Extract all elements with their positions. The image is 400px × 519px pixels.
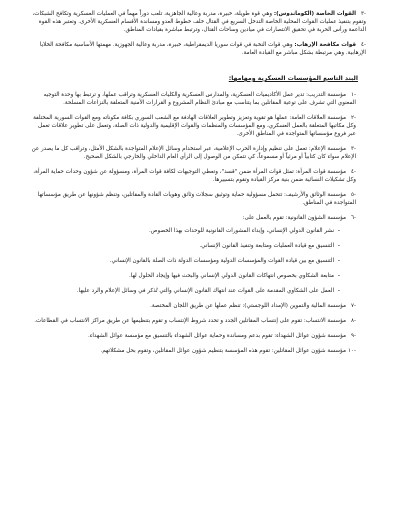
institution-item — [30, 191, 366, 207]
item-text: مؤسسة المالية والتموين (الإمداد اللوجستي): تنظم عملها عن طريق اللجان المختصة. — [150, 303, 346, 309]
bullet: ٠ — [337, 288, 341, 294]
subitem-text: التنسيق مع بين قيادة القوات والمؤسسات الدولية ومؤسسات الدولة ذات الصلة بالقانون الإنساني. — [109, 258, 334, 264]
item-text: مؤسسة شؤون عوائل الشهداء: تقوم بدعم ومساندة وحماية عوائل الشهداء بالتنسيق مع مؤسسة عوائل الشهداء. — [87, 333, 346, 339]
item-number: -٦ — [350, 215, 356, 221]
item-text: مؤسسة الانتساب: تقوم على إنتساب المقاتلين الجدد و تحدد شروط الإنتساب و تقوم بتنظيمها عن طريق مراكز الانتساب في القطاعات. — [34, 318, 346, 324]
item-number: -٧ — [350, 303, 356, 309]
item-text: مؤسسة العلاقات العامة: عملها هو تقوية وتعزيز وتطوير العلاقات الهادفة مع الشعب السوري بكافة مكوناته ومع القوات السورية المختلفة وكل مكاتبها المتعلقة بالعمل العسكري، ومع المؤسسات والمنظمات والقوات الإقليمية والدولية ذات الصلة، وتعمل على تطوير علاقات تعمل عبر فروع مؤسساتها المتواجدة في المناطق الأخرى. — [33, 115, 356, 137]
legal-subitem — [30, 272, 366, 280]
item-number: -٥ — [350, 192, 356, 198]
item-title: القوات الخاصة (الكوماندوس): — [273, 11, 356, 17]
institution-item — [30, 317, 366, 325]
legal-subitem — [30, 242, 366, 250]
item-number: -٢ — [350, 115, 356, 121]
item-title: قوات مكافحة الإرهاب: — [294, 42, 356, 48]
institution-item — [30, 302, 366, 310]
institution-item — [30, 114, 366, 138]
item-number: -٣ — [350, 146, 356, 152]
item-text: مؤسسة التدريب: تدير عمل الأكاديميات العسكرية، والمدارس العسكرية والكليات العسكرية وتراقب عملها، و ترتبط بها وحدة التوجيه المعنوي التي تشرف على توعية المقاتلين بما يتناسب مع مبادئ النظام المشروع و القرارات الأمنية المتعلقة بالنزاعات المسلحة. — [43, 92, 356, 106]
item-text: مؤسسة شؤون عوائل المقاتلين: تقوم هذه المؤسسة بتنظيم شؤون عوائل المقاتلين، وتقوم بحل مشكلاتهم. — [100, 348, 346, 354]
institution-item — [30, 214, 366, 222]
institution-item — [30, 347, 366, 355]
item-text: مؤسسة الشؤون القانونية: تقوم بالعمل على: — [242, 215, 346, 221]
item-number: -١ — [350, 92, 356, 98]
item-number: -٨ — [350, 318, 356, 324]
item-text: وهي قوة طويلة، خبيرة، مدربة وعالية الجاهزية، تلعب دوراً مهماً في العمليات العسكرية وتكافح الشبكات، وتقوم بتنفيذ عمليات القوات المحلية الخاصة التدخل السريع في القتال خلف خطوط العدو ومساندة الأقسام العسكرية الأخرى. وتعتبر هذه القوة الداعمة ورأس الحربة في تحقيق الانتصارات في ميادين وساحات القتال، وترتبط مباشرة بقيادات المناطق. — [32, 11, 366, 33]
legal-subitem — [30, 257, 366, 265]
item-number: -٣ — [360, 11, 366, 17]
bullet: ٠ — [337, 243, 341, 249]
item-number: -١٠ — [347, 348, 356, 354]
section-title: البند التاسع المؤسسات العسكرية ومهامها: — [228, 75, 358, 82]
item-text: وهي قوات النخبة في قوات سوريا الديمقراطية، خبيرة، مدربة وعالية الجهوزية. مهمتها الأساسية مكافحة الخلايا الإرهابية. وهي مرتبطة بشكل مباشر مع القيادة العامة. — [39, 42, 366, 56]
institution-item — [30, 91, 366, 107]
subitem-text: متابعة الشكاوي بخصوص انتهاكات القانون الدولي الإنساني والبحث فيها وإيجاد الحلول لها. — [129, 273, 334, 279]
subitem-text: العمل على الشكاوي المقدمة على القوات عند انتهاك القانون الإنساني والتي تُذكر في وسائل الإعلام والرد عليها. — [76, 288, 334, 294]
item-number: -٩ — [350, 333, 356, 339]
subitem-text: نشر القانون الدولي الإنساني، وإبداء المشورات القانونية للوحدات بهذا الخصوص. — [148, 228, 334, 234]
item-text: مؤسسة الإعلام: تعمل على تنظيم وإدارة الحرب الإعلامية، عبر استخدام وسائل الإعلام المتواجدة بالشكل الأمثل، وتراقب كل ما يصدر عن الإعلام سواء كان كتابياً أو مرئياً أو مسموعاً، كي تتمكن من الوصول إلى الرأي العام الداخلي والخارجي بالشكل الصحيح. — [31, 146, 356, 160]
legal-subitem — [30, 287, 366, 295]
legal-subitem — [30, 227, 366, 235]
bullet: ٠ — [337, 273, 341, 279]
item-number: -٤ — [360, 42, 366, 48]
force-item-special-forces — [30, 10, 366, 34]
bullet: ٠ — [337, 228, 341, 234]
institution-item — [30, 332, 366, 340]
institution-item — [30, 168, 366, 184]
subitem-text: التنسيق مع قيادة العمليات ومتابعة وتنفيذ القانون الإنساني. — [199, 243, 334, 249]
item-text: مؤسسة الوثائق والأرشيف: تتحمل مسؤولية حماية وتوثيق سجلات وثائق وهويات القادة والمقاتلين، وتنظم شؤونها عن طريق مؤسساتها المتواجدة في المناطق. — [37, 192, 356, 206]
item-text: مؤسسة قوات المرأة: تمثل قوات المرأة ضمن "قسد"، وتعطي التوجيهات لكافة قوات المرأة، ومسؤولة عن شؤون وحدات حماية المرأة، وكل تشكيلات النسائية ضمن بنية مركز القيادة وتقوم بتسييرها. — [33, 169, 356, 183]
bullet: ٠ — [337, 258, 341, 264]
institution-item — [30, 145, 366, 161]
force-item-counter-terrorism — [30, 41, 366, 57]
item-number: -٤ — [350, 169, 356, 175]
